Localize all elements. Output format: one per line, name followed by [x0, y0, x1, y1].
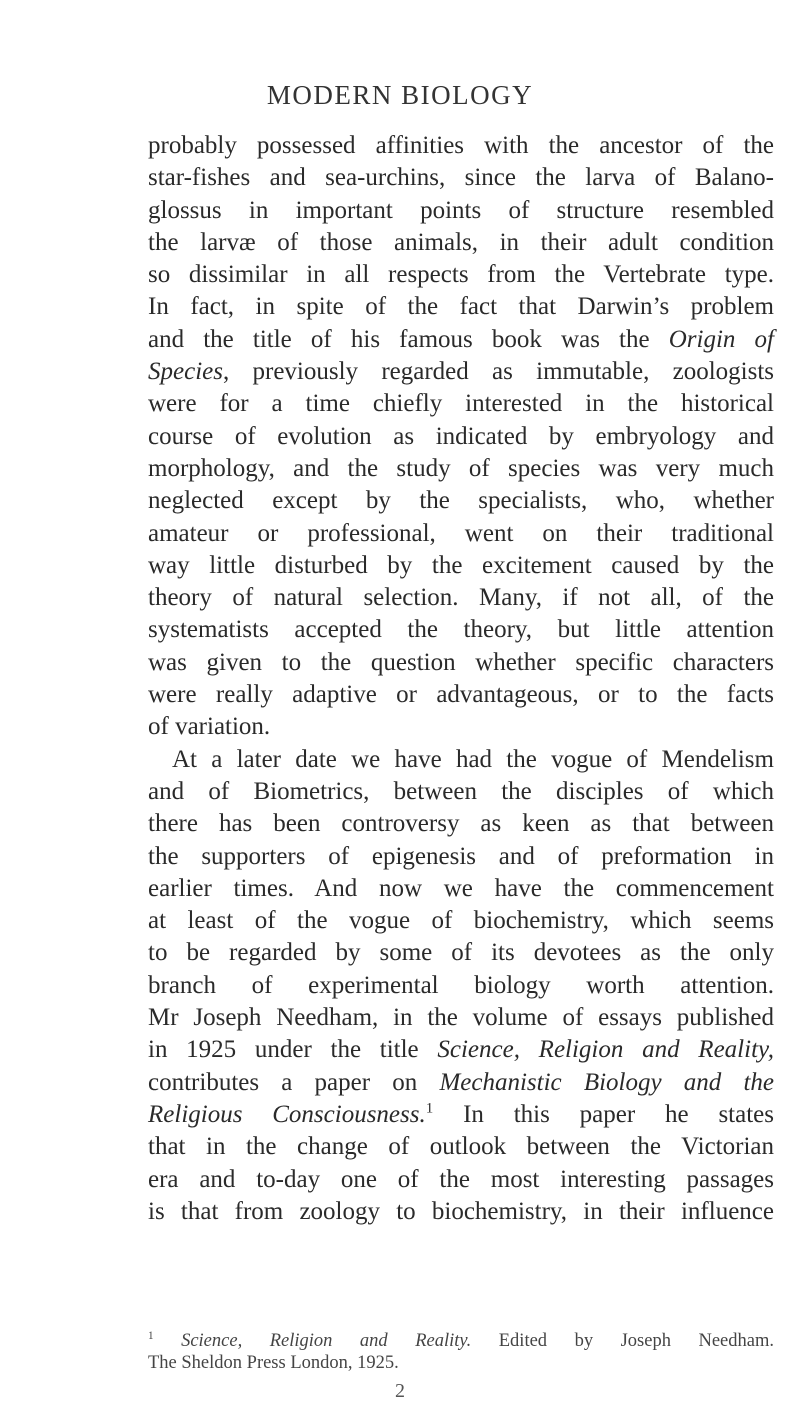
text-run: probably possessed affinities with the ancestor of the: [148, 132, 774, 159]
text-run: neglected except by the specialists, who, whether: [148, 487, 774, 515]
body-line: [148, 582, 774, 614]
body-line: [148, 1067, 774, 1099]
text-run: were really adaptive or advantageous, or to the facts: [148, 681, 774, 709]
body-line: [148, 453, 774, 485]
text-run: glossus in important points of structure resembled: [148, 196, 774, 224]
body-line: [148, 744, 774, 776]
footnote-line: [148, 1352, 774, 1374]
body-line: [148, 841, 774, 873]
body-line: [148, 711, 774, 743]
body-line: [148, 937, 774, 969]
text-run: was given to the question whether specific characters: [148, 648, 774, 676]
body-line: [148, 679, 774, 711]
text-run: so dissimilar in all respects from the Vertebrate type.: [148, 261, 774, 289]
italic-text: Science, Religion and Reality,: [437, 1036, 774, 1064]
body-line: [148, 227, 774, 259]
text-run: in 1925 under the title: [148, 1036, 438, 1064]
text-run: were for a time chiefly interested in the historical: [148, 390, 774, 418]
body-line: [148, 518, 774, 550]
page-number: 2: [395, 1380, 405, 1402]
italic-text: Origin of: [668, 325, 774, 353]
text-run: and of Biometrics, between the disciples of which: [148, 777, 774, 805]
body-line: [148, 808, 774, 840]
text-run: systematists accepted the theory, but little attention: [148, 616, 774, 644]
running-head: MODERN BIOLOGY: [266, 80, 534, 110]
italic-text: Religious Consciousness.: [148, 1100, 426, 1128]
footnote: [148, 1330, 774, 1374]
body-line: [148, 324, 774, 356]
text-run: course of evolution as indicated by embryology and: [148, 422, 774, 450]
body-line: [148, 1034, 774, 1066]
text-run: contributes a paper on: [148, 1068, 440, 1096]
italic-text: Species: [148, 358, 223, 386]
text-run: star-fishes and sea-urchins, since the larva of Balano-: [148, 164, 774, 192]
text-run: Edited by Joseph Needham.: [471, 1331, 774, 1351]
italic-text: Science, Religion and Reality.: [181, 1331, 472, 1351]
body-line: [148, 1196, 774, 1228]
text-run: is that from zoology to biochemistry, in their influence: [148, 1197, 774, 1225]
body-line: [148, 291, 774, 323]
body-line: [148, 970, 774, 1002]
text-run: branch of experimental biology worth attention.: [148, 971, 774, 999]
text-run: Mr Joseph Needham, in the volume of essays published: [148, 1004, 774, 1032]
body-line: [148, 614, 774, 646]
text-run: at least of the vogue of biochemistry, which seems: [148, 907, 774, 935]
body-line: [148, 647, 774, 679]
text-run: morphology, and the study of species was very much: [148, 454, 774, 482]
text-run: [154, 1331, 182, 1351]
text-run: the larvæ of those animals, in their adult condition: [148, 228, 774, 256]
body-line: [148, 259, 774, 291]
body-line: [148, 130, 774, 162]
text-run: earlier times. And now we have the commencement: [148, 874, 774, 902]
body-line: [148, 905, 774, 937]
body-line: [148, 776, 774, 808]
text-run: there has been controversy as keen as that between: [148, 810, 774, 838]
body-text: [148, 130, 774, 1228]
body-line: [148, 873, 774, 905]
italic-text: Mechanistic Biology and the: [439, 1068, 774, 1096]
footnote-marker: 1: [425, 1100, 434, 1117]
text-run: The Sheldon Press London, 1925.: [148, 1353, 399, 1373]
body-line: [148, 1131, 774, 1163]
body-line: [148, 1164, 774, 1196]
body-line: [148, 1002, 774, 1034]
body-line: [148, 388, 774, 420]
text-run: the supporters of epigenesis and of preformation in: [148, 842, 774, 870]
footnote-line: [148, 1330, 774, 1352]
text-run: that in the change of outlook between the Victorian: [148, 1133, 774, 1161]
text-run: , previously regarded as immutable, zoologists: [222, 358, 774, 386]
text-run: way little disturbed by the excitement caused by the: [148, 551, 774, 579]
text-run: At a later date we have had the vogue of Mendelism: [172, 745, 774, 773]
text-run: In this paper he states: [433, 1100, 774, 1128]
text-run: of variation.: [148, 713, 271, 741]
body-line: [148, 195, 774, 227]
body-line: [148, 550, 774, 582]
text-run: amateur or professional, went on their traditional: [148, 519, 774, 547]
text-run: and the title of his famous book was the: [148, 325, 669, 353]
body-line: [148, 1099, 774, 1131]
body-line: [148, 485, 774, 517]
body-line: [148, 162, 774, 194]
text-run: to be regarded by some of its devotees as the only: [148, 939, 774, 967]
text-run: era and to-day one of the most interesting passages: [148, 1165, 774, 1193]
body-line: [148, 421, 774, 453]
text-run: In fact, in spite of the fact that Darwin’s problem: [148, 293, 774, 321]
body-line: [148, 356, 774, 388]
footnote-marker: 1: [148, 1329, 154, 1342]
text-run: theory of natural selection. Many, if not all, of the: [148, 584, 774, 612]
